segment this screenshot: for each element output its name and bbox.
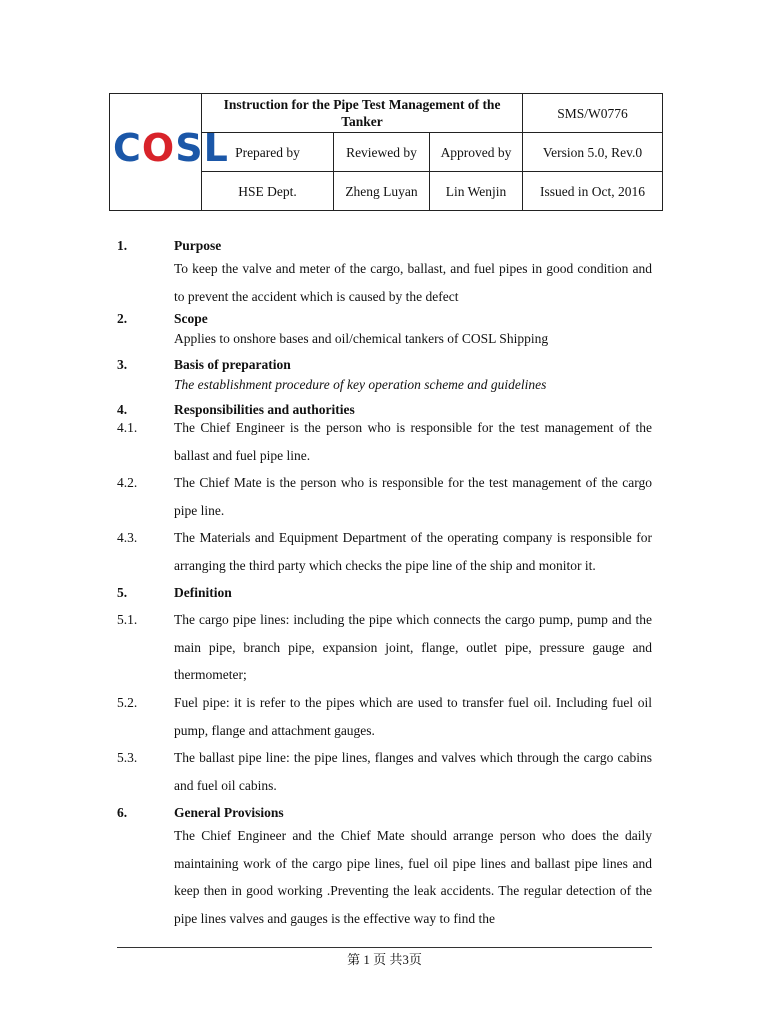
subsection-5-2: 5.2. Fuel pipe: it is refer to the pipes which are used to transfer fuel oil. Including fuel oil pump, flange and attachment gauges. xyxy=(117,689,652,744)
section-title: General Provisions xyxy=(174,805,284,820)
section-title: Scope xyxy=(174,311,208,326)
subsection-text: The Materials and Equipment Department of the operating company is responsible for arranging the third party which checks the pipe line of the ship and monitor it. xyxy=(174,530,652,573)
cosl-logo: COSL xyxy=(113,125,229,170)
section-scope: 2. Scope Applies to onshore bases and oil/chemical tankers of COSL Shipping xyxy=(117,310,652,348)
subsection-5-1: 5.1. The cargo pipe lines: including the pipe which connects the cargo pump, pump and the main pipe, branch pipe, expansion joint, flange, outlet pipe, pressure gauge and thermometer; xyxy=(117,606,652,689)
section-title: Basis of preparation xyxy=(174,357,291,372)
section-text: The Chief Engineer and the Chief Mate should arrange person who does the daily maintaining work of the cargo pipe lines, fuel oil pipe lines and ballast pipe lines and keep then in good working .Preventing the leak accidents. The regular detection of the pipe lines valves and gauges is the effective way to find the xyxy=(174,828,652,926)
section-text: Applies to onshore bases and oil/chemical tankers of COSL Shipping xyxy=(174,331,549,346)
approved-by: Lin Wenjin xyxy=(430,172,523,211)
subsection-text: The Chief Engineer is the person who is responsible for the test management of the ballast and fuel pipe line. xyxy=(174,420,652,463)
section-definition: 5. Definition xyxy=(117,584,652,602)
reviewed-by: Zheng Luyan xyxy=(334,172,430,211)
section-purpose: 1. Purpose To keep the valve and meter of the cargo, ballast, and fuel pipes in good condition and to prevent the accident which is caused by the defect xyxy=(117,237,652,310)
reviewed-label: Reviewed by xyxy=(334,133,430,172)
subsection-text: Fuel pipe: it is refer to the pipes which are used to transfer fuel oil. Including fuel oil pump, flange and attachment gauges. xyxy=(174,695,652,738)
prepared-label: Prepared by xyxy=(202,133,334,172)
section-title: Responsibilities and authorities xyxy=(174,402,355,417)
document-code: SMS/W0776 xyxy=(523,94,663,133)
document-title: Instruction for the Pipe Test Management of the Tanker xyxy=(202,94,523,133)
section-text: To keep the valve and meter of the cargo, ballast, and fuel pipes in good condition and to prevent the accident which is caused by the defect xyxy=(174,261,652,304)
subsection-4-3: 4.3. The Materials and Equipment Department of the operating company is responsible for arranging the third party which checks the pipe line of the ship and monitor it. xyxy=(117,524,652,579)
subsection-text: The cargo pipe lines: including the pipe which connects the cargo pump, pump and the main pipe, branch pipe, expansion joint, flange, outlet pipe, pressure gauge and thermometer; xyxy=(174,612,652,682)
section-general-provisions: 6. General Provisions The Chief Engineer and the Chief Mate should arrange person who does the daily maintaining work of the cargo pipe lines, fuel oil pipe lines and ballast pipe lines and keep then in good working .Preventing the leak accidents. The regular detection of the pipe lines valves and gauges is the effective way to find the xyxy=(117,804,652,932)
document-header-table xyxy=(109,93,663,211)
section-responsibilities: 4. Responsibilities and authorities xyxy=(117,401,652,419)
subsection-text: The ballast pipe line: the pipe lines, flanges and valves which through the cargo cabins and fuel oil cabins. xyxy=(174,750,652,793)
company-logo xyxy=(110,94,229,211)
subsection-4-2: 4.2. The Chief Mate is the person who is responsible for the test management of the cargo pipe line. xyxy=(117,469,652,524)
section-title: Purpose xyxy=(174,238,222,253)
issue-date: Issued in Oct, 2016 xyxy=(523,172,663,211)
footer-divider xyxy=(117,947,652,948)
subsection-5-3: 5.3. The ballast pipe line: the pipe lines, flanges and valves which through the cargo cabins and fuel oil cabins. xyxy=(117,744,652,799)
page-number: 第 1 页 共3页 xyxy=(347,952,422,967)
approved-label: Approved by xyxy=(430,133,523,172)
section-title: Definition xyxy=(174,585,232,600)
subsection-4-1: 4.1. The Chief Engineer is the person who is responsible for the test management of the ballast and fuel pipe line. xyxy=(117,414,652,469)
prepared-by: HSE Dept. xyxy=(202,172,334,211)
section-basis: 3. Basis of preparation The establishment procedure of key operation scheme and guidelines xyxy=(117,356,652,394)
section-text: The establishment procedure of key operation scheme and guidelines xyxy=(174,377,547,392)
version-info: Version 5.0, Rev.0 xyxy=(523,133,663,172)
subsection-text: The Chief Mate is the person who is responsible for the test management of the cargo pipe line. xyxy=(174,475,652,518)
